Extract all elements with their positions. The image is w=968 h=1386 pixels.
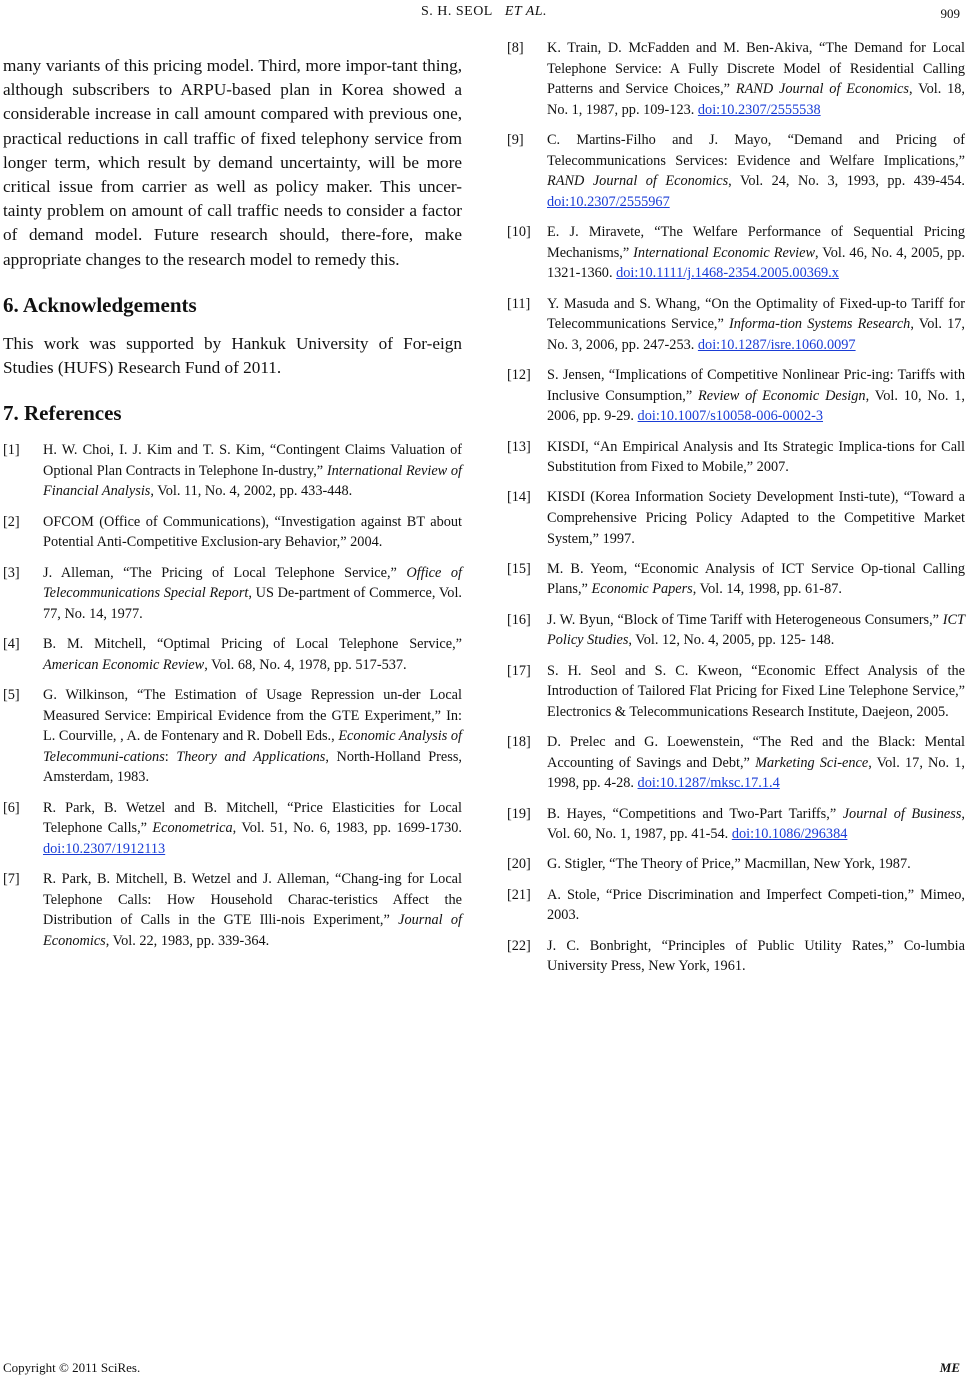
doi-link[interactable]: doi:10.2307/2555538 [697,101,821,118]
doi-link[interactable]: doi:10.1111/j.1468-2354.2005.00369.x [616,265,839,282]
reference-segment: C. Martins-Filho and J. Mayo, “Demand and Pricing of Telecommunications Services: Evidence and Welfare Implications,” [547,132,965,169]
acknowledgements-heading: 6. Acknowledgements [3,292,197,317]
reference-item [3,798,462,860]
reference-item [507,885,965,926]
reference-journal-title: Economic Papers [591,581,693,598]
reference-text [547,130,965,212]
footer-journal: ME [939,1360,960,1375]
reference-journal-title: International Review of Financial Analysis [43,462,463,500]
reference-segment: , Vol. 12, No. 4, 2005, pp. 125- 148. [628,632,835,649]
doi-link[interactable]: doi:10.1086/296384 [731,826,848,843]
reference-segment: D. Prelec and G. Loewenstein, “The Red and the Black: Mental Accounting of Savings and Debt,” [547,734,965,771]
reference-text [547,732,965,794]
reference-item [3,512,462,553]
reference-text [547,294,965,356]
reference-number: [8] [507,40,524,56]
reference-text [547,804,965,845]
reference-text [43,869,462,951]
doi-link[interactable]: doi:10.1007/s10058-006-0002-3 [637,408,824,425]
reference-item [507,222,965,284]
reference-list-left [3,440,462,951]
reference-number: [15] [507,560,531,577]
reference-segment: KISDI (Korea Information Society Development Insti-tute), “Toward a Comprehensive Pricing Policy Adapted to the Competitive Market System,” 1997. [547,489,965,547]
reference-number: [12] [507,367,531,384]
reference-segment: G. Wilkinson, “The Estimation of Usage Repression un-der Local Measured Service: Empirical Evidence from the GTE Experiment,” In: L. Courville, , A. de Fontenary and R. Dobell Eds., [43,686,462,745]
reference-number: [2] [3,513,20,530]
reference-text [547,38,965,120]
reference-segment: R. Park, B. Wetzel and B. Mitchell, “Price Elasticities for Local Telephone Calls,” [43,799,462,837]
reference-number: [5] [3,686,20,703]
reference-text [43,512,462,553]
reference-number: [22] [507,937,531,954]
reference-text [547,885,965,926]
reference-item [3,440,462,502]
reference-item [507,487,965,549]
intro-paragraph: many variants of this pricing model. Third, more impor-tant thing, although subscribers to ARPU-based plan in Korea showed a considerable increase in call amount compared with previous one, practical reductions in call traffic of fixed telephony service from longer term, which result by demand uncertainty, will be more critical issue from carrier as well as policy maker. This uncer-tainty problem on amount of call traffic needs to consider a factor of demand model. Future research should, there-fore, make appropriate changes to the research model to remedy this. [3,56,462,269]
reference-number: [7] [3,871,20,888]
reference-number: [13] [507,438,531,455]
reference-number: [21] [507,886,531,903]
reference-journal-title: ICT Policy Studies [547,611,965,649]
doi-link[interactable]: doi:10.2307/1912113 [43,840,166,857]
reference-number: [18] [507,734,531,751]
reference-number: [19] [507,805,531,822]
reference-segment: , Vol. 22, 1983, pp. 339-364. [105,932,270,949]
reference-segment: , Vol. 17, No. 1, 1998, pp. 4-28. [547,754,965,792]
reference-segment: , Vol. 24, No. 3, 1993, pp. 439-454. [728,173,965,190]
reference-segment: : [164,748,177,765]
reference-number: [9] [507,132,524,149]
reference-segment: Y. Masuda and S. Whang, “On the Optimality of Fixed-up-to Tariff for Telecommunications Service,” [547,295,965,333]
reference-segment: R. Park, B. Mitchell, B. Wetzel and J. Alleman, “Chang-ing for Local Telephone Calls: How Household Charac-teristics Affect the Distribution of Calls in the GTE Illi-nois Experiment,” [43,871,462,929]
reference-item [3,634,462,675]
reference-segment: B. Hayes, “Competitions and Two-Part Tariffs,” [547,805,843,822]
reference-journal-title: Econometrica [152,820,233,837]
reference-segment: S. Jensen, “Implications of Competitive Nonlinear Pric-ing: Tariffs with Inclusive Consumption,” [547,367,965,404]
reference-segment: M. B. Yeom, “Economic Analysis of ICT Service Op-tional Calling Plans,” [547,560,965,598]
reference-segment: B. M. Mitchell, “Optimal Pricing of Local Telephone Service,” [43,636,462,653]
reference-journal-title: Review of Economic Design [698,387,866,404]
acknowledgements-text: This work was supported by Hankuk University of For-eign Studies (HUFS) Research Fund of 2011. [3,333,462,378]
reference-item [507,936,965,977]
header-et-al: ET AL. [504,4,548,19]
reference-journal-title: Journal of Economics [43,912,463,949]
reference-item [3,685,462,788]
reference-book-subtitle: Theory and Applications [176,748,326,765]
reference-segment: , Vol. 14, 1998, pp. 61-87. [692,581,842,598]
reference-text [43,563,462,625]
reference-item [507,661,965,723]
reference-journal-title: International Economic Review [633,244,815,261]
reference-segment: , Vol. 18, No. 1, 1987, pp. 109-123. [547,81,965,118]
reference-number: [14] [507,489,531,506]
reference-item [507,559,965,600]
doi-link[interactable]: doi:10.1287/isre.1060.0097 [697,336,856,353]
right-column [507,38,965,986]
reference-segment: K. Train, D. McFadden and M. Ben-Akiva, “The Demand for Local Telephone Service: A Fully Discrete Model of Residential Calling Patterns and Service Choices,” [547,40,965,98]
reference-number: [3] [3,564,20,581]
reference-segment: , Vol. 60, No. 1, 1987, pp. 41-54. [547,805,965,843]
reference-text [43,685,462,788]
reference-text [547,222,965,284]
reference-text [43,798,462,860]
reference-segment: E. J. Miravete, “The Welfare Performance of Sequential Pricing Mechanisms,” [547,224,965,261]
reference-number: [17] [507,662,531,679]
reference-item [507,38,965,120]
reference-journal-title: Marketing Sci-ence [755,754,869,771]
reference-journal-title: Journal of Business [842,805,962,822]
reference-text [43,634,462,675]
footer-copyright: Copyright © 2011 SciRes. [3,1360,141,1375]
reference-text [547,854,965,875]
references-heading: 7. References [3,401,122,426]
reference-item [507,610,965,651]
reference-segment: , Vol. 68, No. 4, 1978, pp. 517-537. [204,656,407,673]
reference-item [507,804,965,845]
reference-text [547,487,965,549]
running-header [0,4,968,20]
reference-segment: J. W. Byun, “Block of Time Tariff with Heterogeneous Consumers,” [547,611,943,628]
reference-journal-title: RAND Journal of Economics [735,81,909,98]
reference-journal-title: Office of Telecommunications Special Report [43,564,462,602]
reference-number: [4] [3,636,20,653]
reference-text [547,559,965,600]
reference-text [43,440,462,502]
reference-journal-title: Informa-tion Systems Research [729,316,911,333]
reference-segment: , Vol. 11, No. 4, 2002, pp. 433-448. [150,483,353,500]
reference-text [547,661,965,723]
reference-segment: OFCOM (Office of Communications), “Investigation against BT about Potential Anti-Competitive Exclusion-ary Behavior,” 2004. [43,513,462,551]
reference-segment: , Vol. 46, No. 4, 2005, pp. 1321-1360. [547,244,965,282]
reference-number: [10] [507,224,531,241]
reference-segment: , US De-partment of Commerce, Vol. 77, No. 14, 1977. [43,585,463,622]
reference-segment: KISDI, “An Empirical Analysis and Its Strategic Implica-tions for Call Substitution from Fixed to Mobile,” 2007. [547,438,965,476]
reference-segment: , Vol. 51, No. 6, 1983, pp. 1699-1730. [232,820,463,837]
reference-journal-title: RAND Journal of Economics [547,173,729,190]
reference-segment: A. Stole, “Price Discrimination and Imperfect Competi-tion,” Mimeo, 2003. [547,886,965,924]
header-author: S. H. SEOL [420,4,493,19]
reference-list-right [507,38,965,977]
reference-number: [11] [507,295,531,312]
reference-item [507,854,965,875]
reference-item [507,130,965,212]
page-number: 909 [940,6,960,21]
reference-segment: G. Stigler, “The Theory of Price,” Macmillan, New York, 1987. [547,856,911,873]
reference-segment: J. C. Bonbright, “Principles of Public Utility Rates,” Co-lumbia University Press, New York, 1961. [547,937,965,975]
reference-segment: S. H. Seol and S. C. Kweon, “Economic Effect Analysis of the Introduction of Tailored Flat Pricing for Fixed Line Telephone Service,” Electronics & Telecommunications Research Institute, Daejeon, 2005. [547,662,965,720]
reference-number: [16] [507,611,531,628]
reference-text [547,365,965,427]
reference-segment: , Vol. 17, No. 3, 2006, pp. 247-253. [547,316,965,353]
reference-item [507,365,965,427]
doi-link[interactable]: doi:10.2307/2555967 [547,193,670,210]
reference-segment: H. W. Choi, I. J. Kim and T. S. Kim, “Contingent Claims Valuation of Optional Plan Contracts in Telephone In-dustry,” [43,442,462,479]
reference-segment: J. Alleman, “The Pricing of Local Telephone Service,” [43,564,407,581]
reference-journal-title: American Economic Review [43,656,205,673]
reference-number: [1] [3,442,20,459]
reference-item [507,437,965,478]
left-column [3,54,462,961]
reference-number: [20] [507,856,531,873]
reference-item [3,869,462,951]
reference-journal-title: Economic Analysis of Telecommuni-cations [43,728,462,765]
reference-text [547,610,965,651]
reference-segment: , Vol. 10, No. 1, 2006, pp. 9-29. [547,387,966,425]
reference-text [547,437,965,478]
doi-link[interactable]: doi:10.1287/mksc.17.1.4 [637,775,780,792]
reference-text [547,936,965,977]
reference-item [507,732,965,794]
reference-segment: , North-Holland Press, Amsterdam, 1983. [43,748,462,786]
reference-number: [6] [3,799,20,816]
reference-item [507,294,965,356]
reference-item [3,563,462,625]
